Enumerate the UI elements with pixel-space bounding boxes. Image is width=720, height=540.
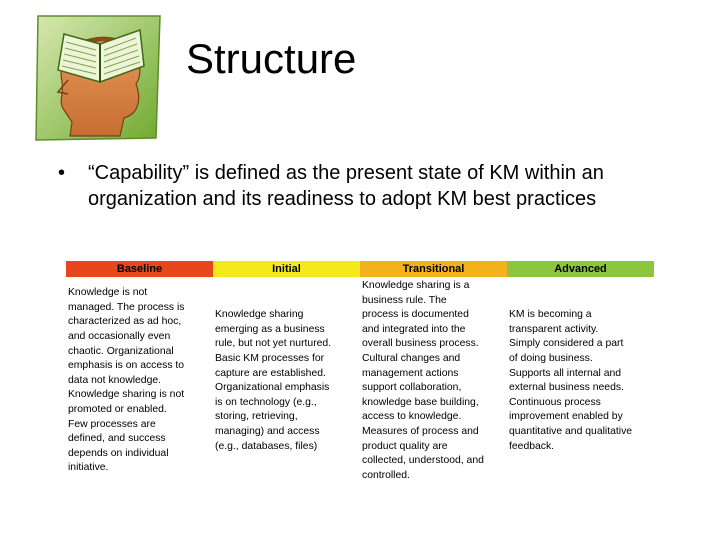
header-initial: Initial <box>213 261 360 278</box>
cell-initial-text: Knowledge sharing emerging as a business rule, but not yet nurtured. Basic KM processes for capture are established. Organizational emphasis is on technology (e.g., storing, retrieving, managing) and access (e.g., databases, files) <box>215 309 332 452</box>
table-row <box>66 278 654 483</box>
person-reading-book-icon <box>28 10 178 150</box>
capability-table <box>66 261 654 483</box>
cell-advanced <box>507 278 654 483</box>
cell-transitional <box>360 278 507 483</box>
cell-initial <box>213 278 360 483</box>
table-header-row <box>66 261 654 278</box>
cell-baseline <box>66 278 213 483</box>
cell-baseline-text: Knowledge is not managed. The process is characterized as ad hoc, and occasionally even chaotic. Organizational emphasis is on access to data not knowledge. Knowledge sharing is not promoted or enabled. Few processes are defined, and success depends on individual initiative. <box>68 287 185 474</box>
header-baseline: Baseline <box>66 261 213 278</box>
cell-transitional-text: Knowledge sharing is a business rule. The process is documented and integrated into the overall business process. Cultural changes and management actions support collaboration, knowledge base building, access to knowledge. Measures of process and product quality are collected, understood, and controlled. <box>362 280 484 481</box>
bullet-symbol: • <box>58 162 66 184</box>
header-advanced: Advanced <box>507 261 654 278</box>
cell-advanced-text: KM is becoming a transparent activity. Simply considered a part of doing business. Supports all internal and external business needs. Continuous process improvement enabled by quantitative and qualitative feedback. <box>509 309 633 452</box>
page-title: Structure <box>186 35 357 82</box>
bullet-text: “Capability” is defined as the present state of KM within an organization and its readiness to adopt KM best practices <box>88 162 604 210</box>
header-transitional: Transitional <box>360 261 507 278</box>
